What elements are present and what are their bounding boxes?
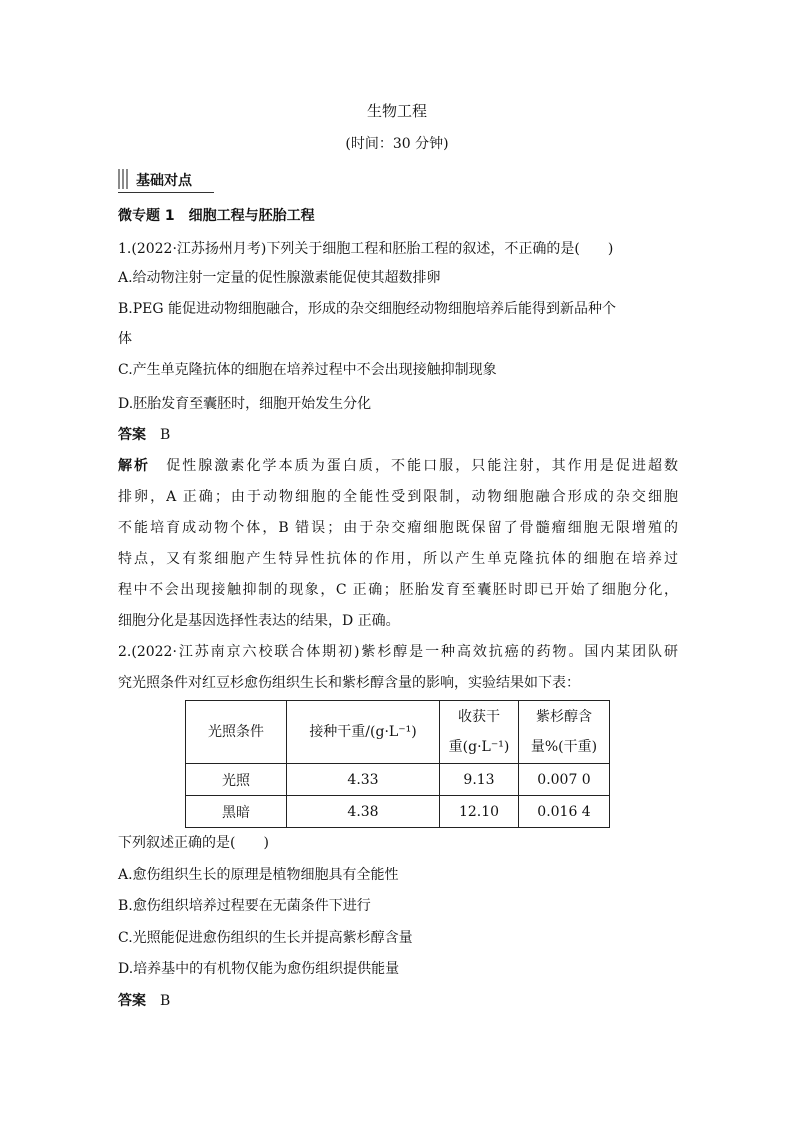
header-harvest-dry-weight: 收获干 重(g·L⁻¹) <box>440 701 519 764</box>
q2-answer <box>118 991 678 1011</box>
header-inoculum-dry-weight: 接种干重/(g·L⁻¹) <box>287 701 440 764</box>
q2-option-a: A.愈伤组织生长的原理是植物细胞具有全能性 <box>118 867 399 883</box>
q2-option-c: C.光照能促进愈伤组织的生长并提高紫杉醇含量 <box>118 930 413 946</box>
section-label: 基础对点 <box>136 173 192 189</box>
q1-analysis-line-5: 程中不会出现接触抑制的现象，C 正确；胚胎发育至囊胚时即已开始了细胞分化， <box>118 582 678 598</box>
q1-analysis-label: 解析 <box>118 458 151 474</box>
q2-stem-line-1: 2.(2022·江苏南京六校联合体期初)紫杉醇是一种高效抗癌的药物。国内某团队研 <box>118 644 678 660</box>
results-table <box>185 700 610 828</box>
q1-answer <box>118 425 678 445</box>
q1-analysis-line-4: 特点，又有浆细胞产生特异性抗体的作用，所以产生单克隆抗体的细胞在培养过 <box>118 551 678 567</box>
table-cell: 黑暗 <box>186 796 287 828</box>
table-cell: 9.13 <box>440 764 519 796</box>
section-bar-icon <box>118 169 130 189</box>
q1-option-d: D.胚胎发育至囊胚时，细胞开始发生分化 <box>118 396 372 412</box>
q2-answer-value: B <box>160 993 171 1009</box>
table-cell: 4.38 <box>287 796 440 828</box>
q1-answer-value: B <box>160 427 171 443</box>
q1-analysis-line-3: 不能培育成动物个体，B 错误；由于杂交瘤细胞既保留了骨髓瘤细胞无限增殖的 <box>118 520 678 536</box>
table-cell: 0.007 0 <box>519 764 610 796</box>
table-header-row <box>186 701 610 764</box>
page-title: 生物工程 <box>366 102 427 120</box>
q2-option-d: D.培养基中的有机物仅能为愈伤组织提供能量 <box>118 961 400 977</box>
q1-stem: 1.(2022·江苏扬州月考)下列关于细胞工程和胚胎工程的叙述，不正确的是( ) <box>118 241 614 257</box>
q2-stem-line-2: 究光照条件对红豆杉愈伤组织生长和紫杉醇含量的影响，实验结果如下表： <box>118 675 580 691</box>
q1-option-a: A.给动物注射一定量的促性腺激素能促使其超数排卵 <box>118 270 441 286</box>
table-row <box>186 796 610 828</box>
header-light-condition: 光照条件 <box>186 701 287 764</box>
q2-answer-label: 答案 <box>118 993 146 1009</box>
topic-heading: 微专题 1 细胞工程与胚胎工程 <box>118 208 315 224</box>
q1-answer-label: 答案 <box>118 427 146 443</box>
table-cell: 光照 <box>186 764 287 796</box>
table-row <box>186 764 610 796</box>
q1-analysis-line-1: 解析 促性腺激素化学本质为蛋白质，不能口服，只能注射，其作用是促进超数 <box>118 458 679 474</box>
section-tag <box>118 166 214 193</box>
header-taxol-content: 紫杉醇含 量%(干重) <box>519 701 610 764</box>
q1-analysis-line-2: 排卵，A 正确；由于动物细胞的全能性受到限制，动物细胞融合形成的杂交细胞 <box>118 489 678 505</box>
table-cell: 4.33 <box>287 764 440 796</box>
q1-option-b: B.PEG 能促进动物细胞融合，形成的杂交细胞经动物细胞培养后能得到新品种个 <box>118 301 617 317</box>
q1-option-b-cont: 体 <box>118 331 132 347</box>
table-cell: 0.016 4 <box>519 796 610 828</box>
q2-option-b: B.愈伤组织培养过程要在无菌条件下进行 <box>118 898 371 914</box>
q1-option-c: C.产生单克隆抗体的细胞在培养过程中不会出现接触抑制现象 <box>118 362 497 378</box>
time-limit: (时间：30 分钟) <box>345 136 449 152</box>
q2-question: 下列叙述正确的是( ) <box>118 835 269 851</box>
q1-analysis-line-6: 细胞分化是基因选择性表达的结果，D 正确。 <box>118 613 400 629</box>
table-cell: 12.10 <box>440 796 519 828</box>
